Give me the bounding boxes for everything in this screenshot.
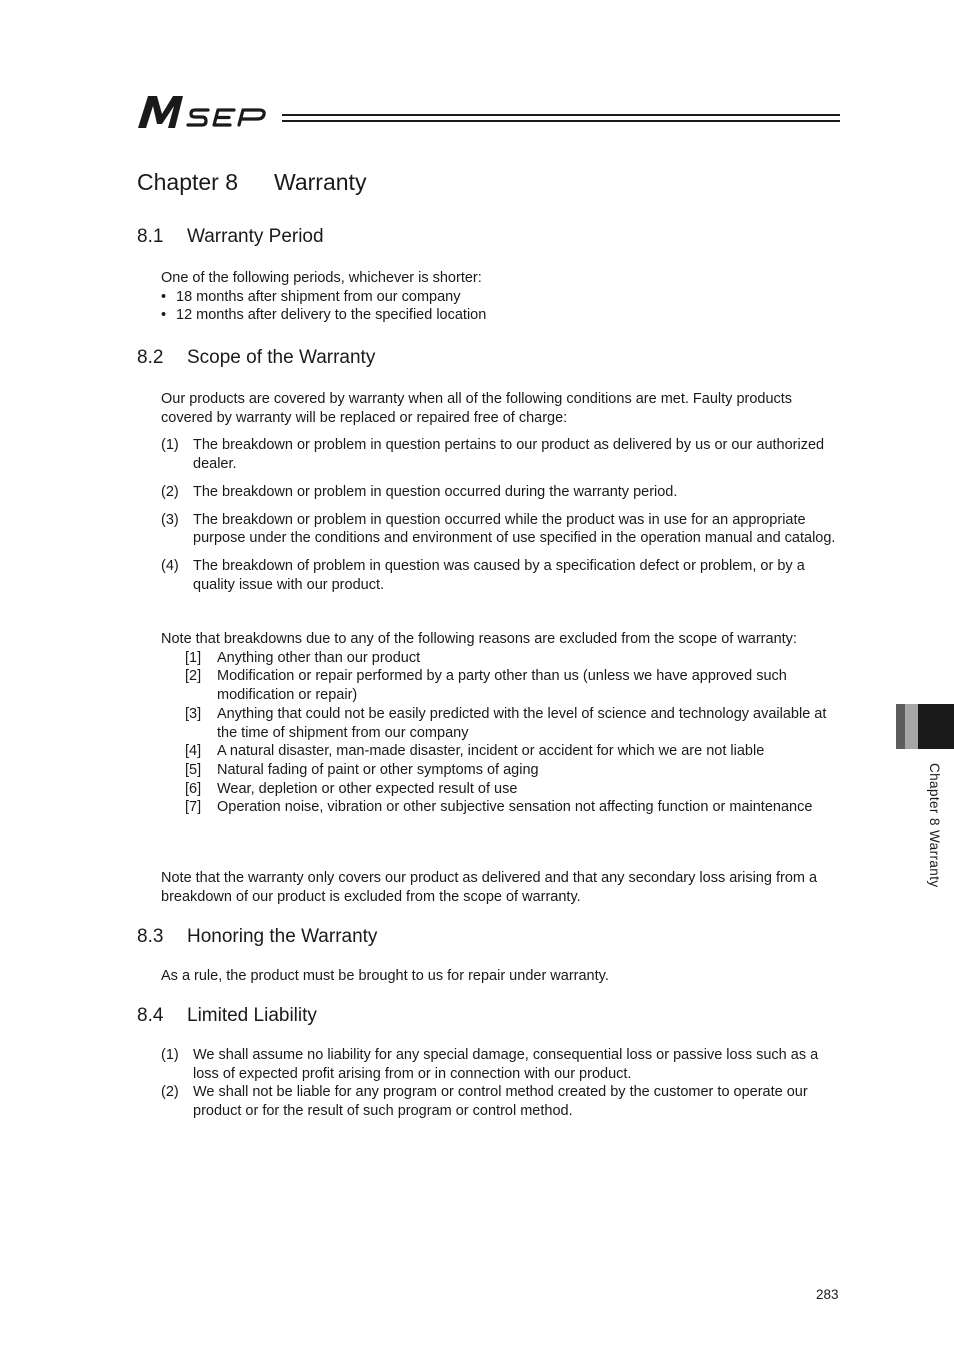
- section-heading-8-3: [137, 926, 377, 948]
- list-item: [185, 742, 841, 761]
- list-item: • 12 months after delivery to the specified location: [161, 306, 841, 325]
- side-chapter-label: Chapter 8 Warranty: [927, 763, 942, 888]
- item-number: (2): [161, 483, 179, 500]
- chapter-title-text: Warranty: [274, 169, 367, 195]
- chapter-number: Chapter 8: [137, 169, 239, 195]
- item-text: The breakdown or problem in question pertains to our product as delivered by us or our authorized dealer.: [193, 437, 825, 472]
- list-item: [161, 511, 841, 548]
- list-item: [185, 649, 841, 668]
- section-number: 8.4: [137, 1005, 164, 1026]
- paragraph: Note that breakdowns due to any of the following reasons are excluded from the scope of warranty:: [161, 631, 797, 647]
- exclusions-block: [161, 630, 841, 817]
- section-heading-8-2: [137, 347, 375, 369]
- section-number: 8.3: [137, 926, 164, 947]
- list-item: [185, 780, 841, 799]
- section-number: 8.2: [137, 347, 164, 368]
- item-number: [6]: [185, 780, 202, 797]
- item-text: Wear, depletion or other expected result of use: [217, 780, 518, 797]
- item-text: Anything other than our product: [217, 649, 421, 666]
- chapter-tab-marker: [896, 704, 918, 749]
- msep-logo-icon: [138, 94, 274, 130]
- item-text: The breakdown or problem in question occurred during the warranty period.: [193, 483, 678, 500]
- paragraph: Our products are covered by warranty when all of the following conditions are met. Faulty products covered by warranty will be replaced or repaired free of charge:: [161, 391, 793, 426]
- paragraph: One of the following periods, whichever is shorter:: [161, 270, 482, 286]
- section-title: Warranty Period: [187, 226, 324, 247]
- list-item: [185, 798, 841, 817]
- section-title: Honoring the Warranty: [187, 926, 378, 947]
- header-rule: [282, 114, 840, 122]
- section-heading-8-4: [137, 1005, 317, 1027]
- item-text: Anything that could not be easily predicted with the level of science and technology available at the time of shipment from our company: [217, 705, 827, 741]
- list-item: • 18 months after shipment from our company: [161, 288, 841, 307]
- item-number: [5]: [185, 761, 202, 778]
- paragraph: Note that the warranty only covers our product as delivered and that any secondary loss arising from a breakdown of our product is excluded from the scope of warranty.: [161, 870, 818, 905]
- item-text: We shall not be liable for any program or control method created by the customer to operate our product or for the result of such program or control method.: [193, 1084, 808, 1120]
- item-number: (3): [161, 511, 179, 528]
- page-number: 283: [816, 1287, 839, 1302]
- section-number: 8.1: [137, 226, 164, 247]
- item-text: A natural disaster, man-made disaster, incident or accident for which we are not liable: [217, 743, 765, 760]
- scope-intro: [161, 390, 841, 427]
- list-item: [161, 483, 841, 502]
- list-item: [161, 1046, 841, 1083]
- section-title: Scope of the Warranty: [187, 347, 376, 368]
- list-item: [161, 557, 841, 594]
- item-number: (4): [161, 558, 179, 575]
- chapter-tab-marker-active: [918, 704, 954, 749]
- list-item: [185, 761, 841, 780]
- warranty-period-body: [161, 269, 841, 325]
- exclusions-list: [185, 649, 841, 817]
- item-text: Modification or repair performed by a party other than us (unless we have approved such modification or repair): [217, 668, 787, 704]
- chapter-title: [137, 169, 366, 196]
- item-text: We shall assume no liability for any special damage, consequential loss or passive loss such as a loss of expected profit arising from or in connection with our product.: [193, 1047, 819, 1082]
- item-number: (1): [161, 437, 179, 453]
- item-number: [7]: [185, 799, 202, 816]
- section-title: Limited Liability: [187, 1005, 317, 1026]
- item-number: (1): [161, 1047, 179, 1063]
- item-text: Operation noise, vibration or other subjective sensation not affecting function or maintenance: [217, 799, 813, 816]
- item-number: [2]: [185, 668, 202, 685]
- warranty-closing-note: [161, 869, 841, 906]
- list-item: [185, 667, 841, 704]
- item-text: The breakdown of problem in question was caused by a specification defect or problem, or by a quality issue with our product.: [193, 558, 805, 594]
- paragraph: As a rule, the product must be brought to us for repair under warranty.: [161, 968, 609, 984]
- list-item: [161, 1083, 841, 1120]
- list-item: [185, 705, 841, 742]
- honoring-body: [161, 967, 841, 986]
- warranty-conditions-list: [161, 436, 841, 595]
- section-heading-8-1: [137, 226, 324, 248]
- item-text: The breakdown or problem in question occurred while the product was in use for an appropriate purpose under the conditions and environment of use specified in the operation manual and catalog.: [193, 511, 836, 547]
- item-number: [4]: [185, 743, 202, 760]
- list-item: [161, 436, 841, 473]
- bullet-list: [161, 288, 841, 325]
- item-text: Natural fading of paint or other symptoms of aging: [217, 761, 539, 778]
- item-number: [1]: [185, 649, 202, 666]
- item-number: [3]: [185, 705, 202, 722]
- liability-list: [161, 1046, 841, 1121]
- item-number: (2): [161, 1084, 179, 1101]
